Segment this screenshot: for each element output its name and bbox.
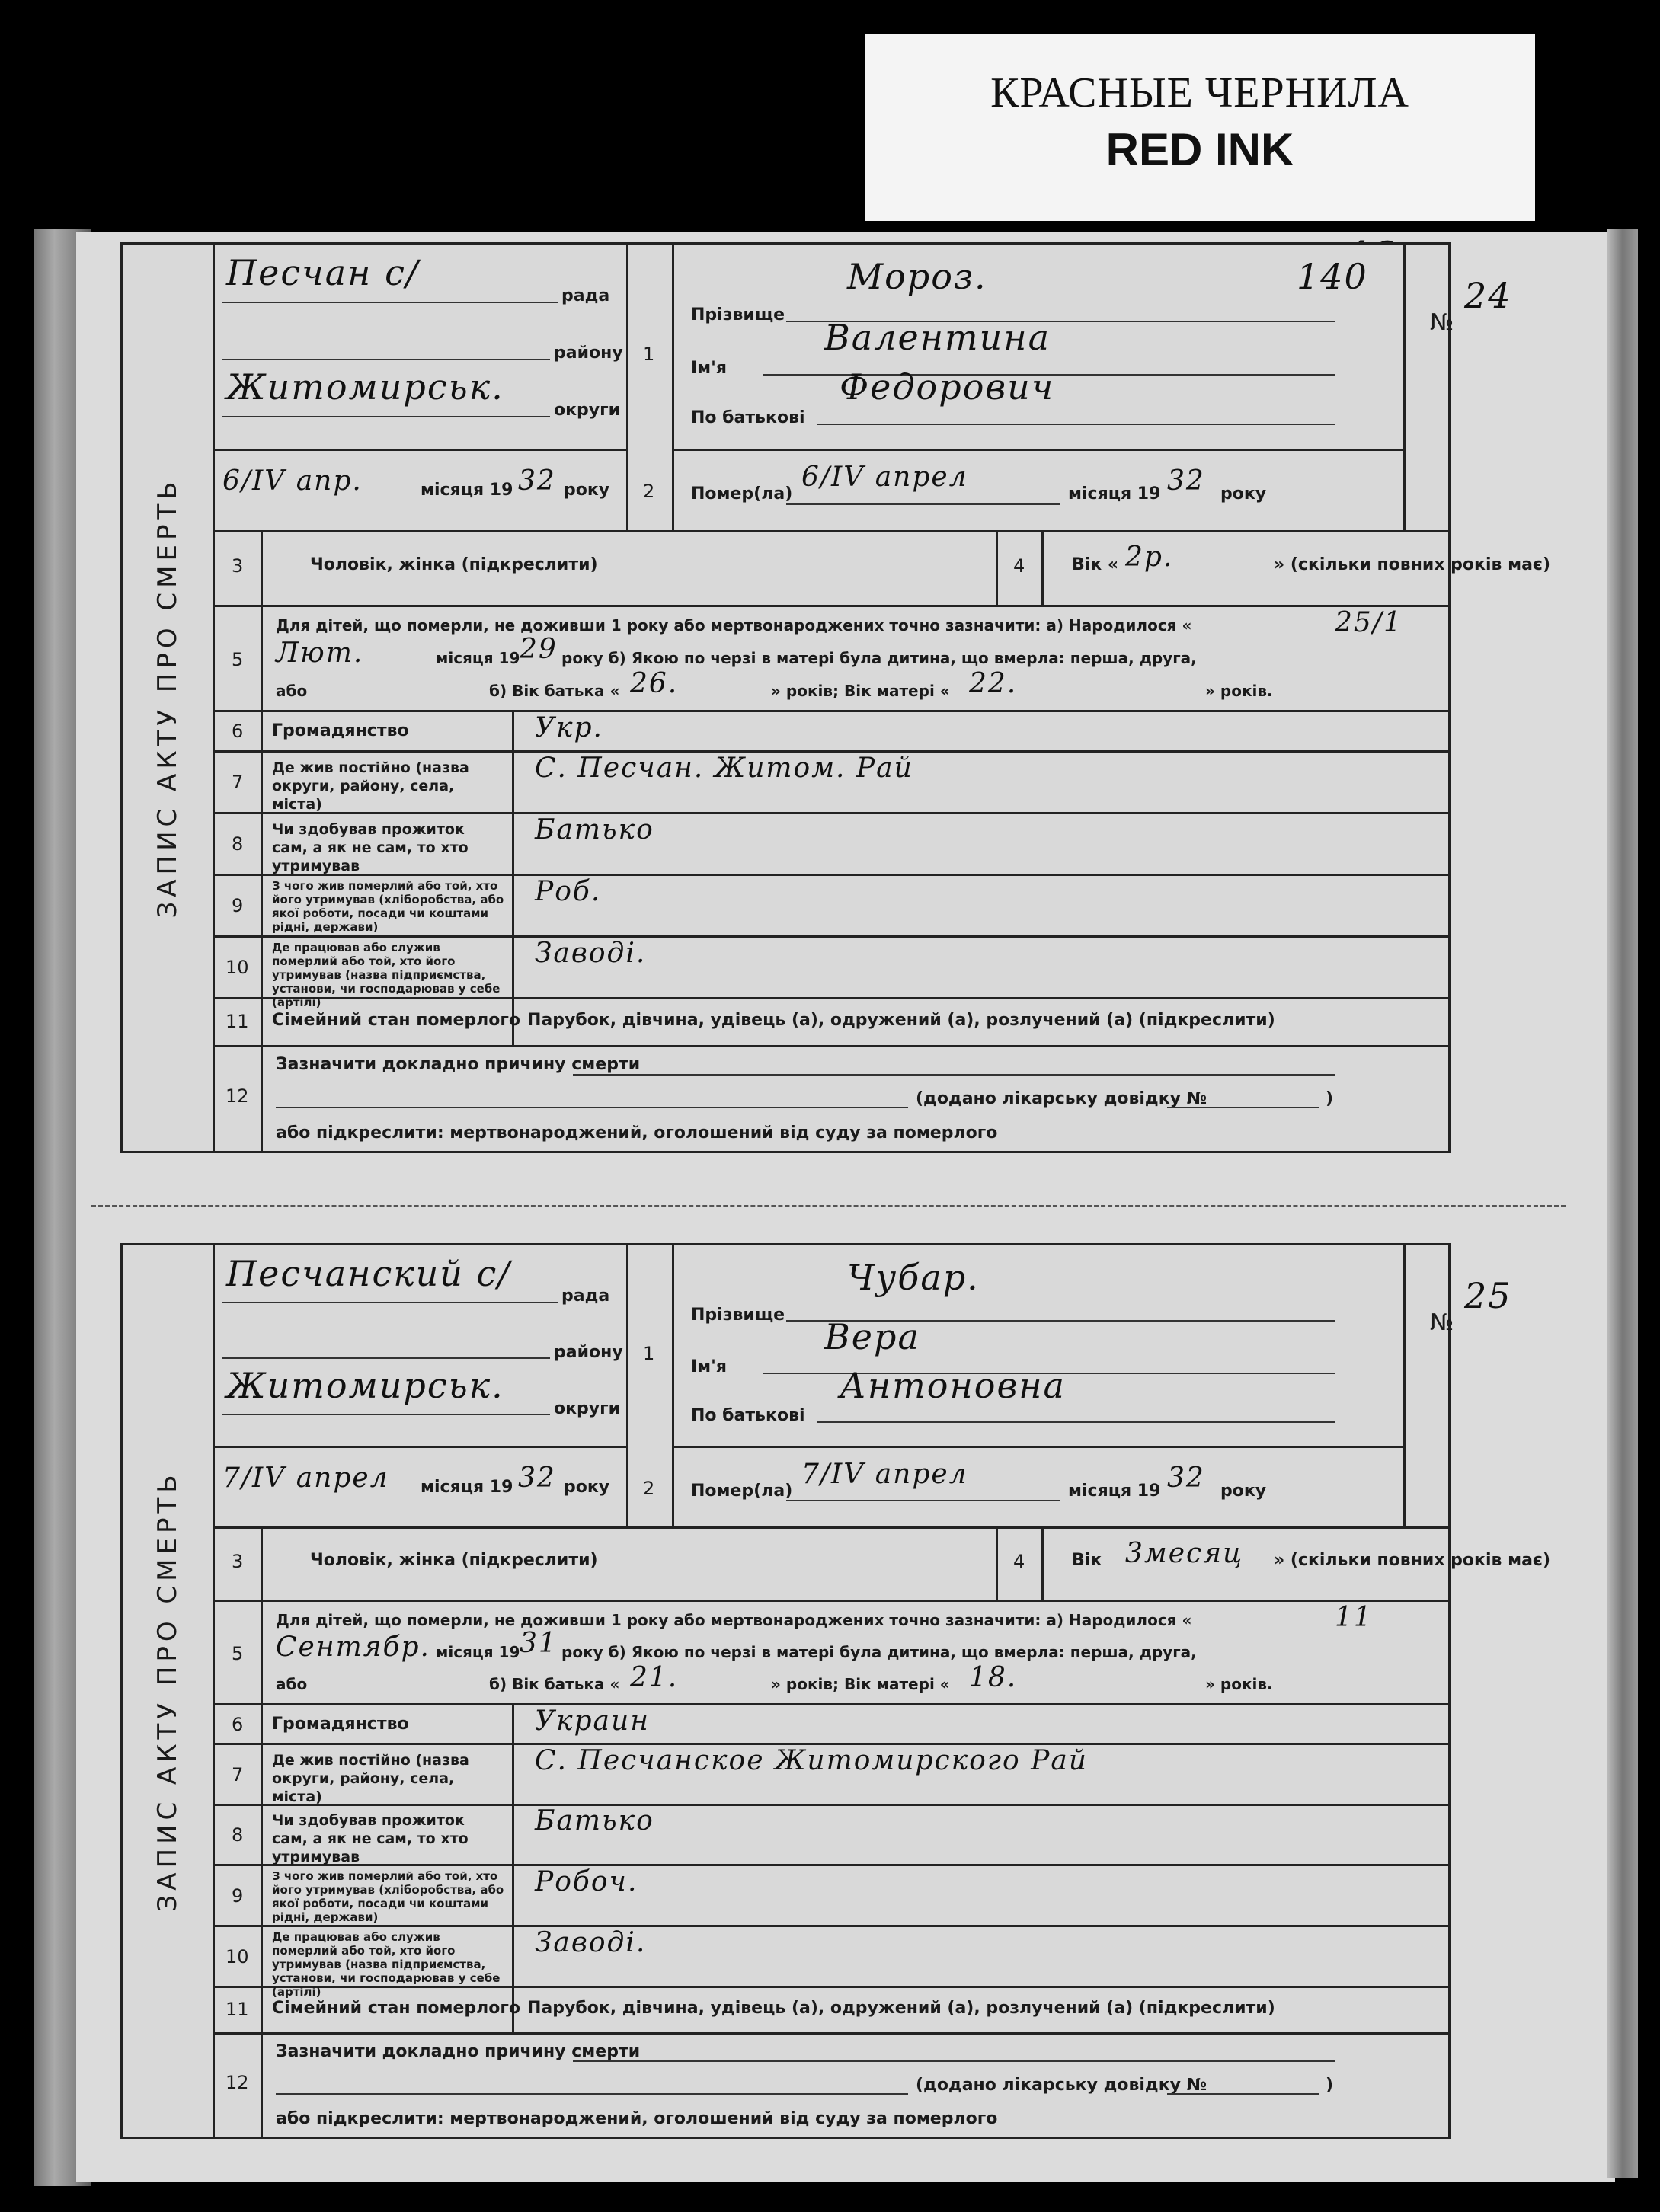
age-value: 2р. (1125, 542, 1174, 573)
marital-options: Парубок, дівчина, удівець (а), одружений (а), розлучений (а) (підкреслити) (527, 1011, 1275, 1030)
rada-value: Песчанский с/ (226, 1253, 511, 1294)
record-sidebar (123, 1245, 215, 2137)
row-number-7: 7 (232, 772, 244, 793)
means-value: Робоч. (535, 1866, 638, 1897)
children-line-3d: » років. (1205, 1675, 1273, 1693)
born-month-value: Сентябр. (276, 1632, 430, 1663)
children-line-3a: або (276, 1675, 308, 1693)
row-sex-age (215, 532, 1551, 607)
row-means (215, 876, 1448, 938)
ink-label-english: RED INK (1105, 124, 1294, 175)
children-line-3a: або (276, 682, 308, 700)
okruha-label: округи (554, 401, 621, 420)
record-side-title: ЗАПИС АКТУ ПРО СМЕРТЬ (152, 477, 183, 919)
ink-label-card (865, 34, 1535, 221)
row-work (215, 938, 1448, 1009)
born-month-value: Лют. (276, 638, 364, 669)
died-year-suffix: року (1220, 1482, 1267, 1501)
livelihood-label: Чи здобував прожиток сам, а як не сам, то хто утримував (272, 821, 469, 874)
name-value: Вера (824, 1316, 920, 1357)
means-value: Роб. (535, 876, 602, 907)
row-livelihood (215, 814, 1448, 876)
row-cause (215, 2035, 1448, 2137)
work-label: Де працював або служив померлий або той, хто його утримував (назва підприємства, установи, чи господарював у себе (артілі) (272, 941, 501, 1009)
register-no: 24 (1464, 275, 1512, 316)
citizenship-value: Укр. (535, 712, 604, 743)
row-number-12: 12 (225, 2072, 249, 2093)
residence-value: С. Песчан. Житом. Рай (535, 753, 913, 784)
work-label: Де працював або служив померлий або той, хто його утримував (назва підприємства, установи, чи господарював у себе (артілі) (272, 1930, 501, 1999)
row-number-1: 1 (643, 344, 655, 365)
reg-year-value: 32 (518, 465, 556, 497)
rada-label: рада (561, 1287, 610, 1306)
children-line-3d: » років. (1205, 682, 1273, 700)
page-edge (1607, 229, 1638, 2178)
row-number-12: 12 (225, 1085, 249, 1107)
row-number-10: 10 (225, 957, 249, 978)
father-age-value: 21. (630, 1662, 679, 1693)
died-year-value: 32 (1167, 1462, 1205, 1494)
raion-label: району (554, 1343, 623, 1362)
row-work (215, 1927, 1448, 1999)
row-residence (215, 1745, 1448, 1806)
sex-label: Чоловік, жінка (підкреслити) (310, 1551, 598, 1570)
citizenship-label: Громадянство (272, 1715, 409, 1734)
row-number-6: 6 (232, 721, 244, 742)
reg-date-value: 6/IV апр. (222, 465, 363, 497)
reg-month-label: місяця 19 (421, 481, 513, 500)
died-value: 6/IV апрел (801, 462, 968, 493)
means-label: З чого жив померлий або той, хто його утримував (хліборобства, або якої роботи, посади чи коштами рідні, держави) (272, 1869, 504, 1924)
row-number-9: 9 (232, 1885, 244, 1907)
row-number-9: 9 (232, 895, 244, 916)
marital-label: Сімейний стан померлого (272, 1999, 520, 2018)
reg-date-value: 7/IV апрел (222, 1462, 389, 1494)
register-no-label: № (1430, 1309, 1454, 1336)
livelihood-label: Чи здобував прожиток сам, а як не сам, то хто утримував (272, 1812, 469, 1865)
cause-label: Зазначити докладно причину смерти (276, 1055, 641, 1074)
children-line-3b: б) Вік батька « (489, 1675, 620, 1693)
children-line-3b: б) Вік батька « (489, 682, 620, 700)
surname-value: Чубар. (847, 1257, 980, 1298)
cert-close: ) (1326, 1089, 1334, 1108)
page-divider (91, 1205, 1566, 1207)
died-month-label: місяця 19 (1068, 484, 1161, 503)
header-block (215, 1245, 1512, 1529)
died-label: Помер(ла) (691, 484, 793, 503)
record-rows (215, 1245, 1551, 2137)
stillborn-label: або підкреслити: мертвонароджений, оголошений від суду за померлого (276, 2109, 998, 2128)
row-number-11: 11 (225, 1999, 249, 2020)
age-label: Вік « (1072, 555, 1119, 574)
row-marital (215, 999, 1448, 1047)
born-day-value: 25/1 (1335, 607, 1403, 638)
reg-month-label: місяця 19 (421, 1478, 513, 1497)
row-number-2: 2 (643, 481, 655, 502)
row-number-8: 8 (232, 1824, 244, 1846)
reg-year-suffix: року (564, 1478, 610, 1497)
margin-number: 140 (1297, 256, 1368, 297)
stillborn-label: або підкреслити: мертвонароджений, оголошений від суду за померлого (276, 1124, 998, 1143)
row-citizenship (215, 1705, 1448, 1745)
livelihood-value: Батько (535, 1805, 654, 1836)
died-value: 7/IV апрел (801, 1459, 968, 1490)
surname-value: Мороз. (847, 256, 987, 297)
age-suffix: » (скільки повних років має) (1274, 1551, 1551, 1570)
children-line-2b: року б) Якою по черзі в матері була дитина, що вмерла: перша, друга, (561, 649, 1197, 667)
mother-age-value: 18. (969, 1662, 1018, 1693)
children-line-2a: місяця 19 (436, 1643, 520, 1661)
register-no: 25 (1464, 1275, 1512, 1316)
row-children (215, 607, 1448, 712)
record-side-title: ЗАПИС АКТУ ПРО СМЕРТЬ (152, 1470, 183, 1912)
okruha-value: Житомирськ. (226, 1365, 504, 1406)
died-year-value: 32 (1167, 465, 1205, 497)
died-month-label: місяця 19 (1068, 1482, 1161, 1501)
work-value: Заводі. (535, 938, 647, 969)
okruha-value: Житомирськ. (226, 366, 504, 408)
row-means (215, 1866, 1448, 1927)
children-line-2a: місяця 19 (436, 649, 520, 667)
row-cause (215, 1047, 1448, 1151)
age-value: 3месяц (1125, 1538, 1244, 1569)
row-marital (215, 1987, 1448, 2035)
cause-label: Зазначити докладно причину смерти (276, 2042, 641, 2061)
citizenship-value: Украин (535, 1705, 650, 1737)
row-livelihood (215, 1805, 1448, 1866)
patronymic-value: Федорович (840, 366, 1055, 408)
rada-label: рада (561, 286, 610, 305)
cert-close: ) (1326, 2076, 1334, 2095)
sex-label: Чоловік, жінка (підкреслити) (310, 555, 598, 574)
header-block (215, 245, 1512, 532)
register-no-label: № (1430, 309, 1454, 336)
raion-label: району (554, 344, 623, 363)
row-number-1: 1 (643, 1343, 655, 1364)
citizenship-label: Громадянство (272, 721, 409, 740)
row-number-7: 7 (232, 1764, 244, 1785)
row-citizenship (215, 712, 1448, 753)
death-record-1 (120, 242, 1551, 1153)
name-label: Ім'я (691, 359, 728, 378)
row-number-10: 10 (225, 1946, 249, 1967)
marital-options: Парубок, дівчина, удівець (а), одружений (а), розлучений (а) (підкреслити) (527, 1999, 1275, 2018)
father-age-value: 26. (630, 668, 679, 699)
born-year-value: 29 (520, 634, 558, 665)
mother-age-value: 22. (969, 668, 1018, 699)
row-number-3: 3 (232, 555, 244, 577)
row-number-6: 6 (232, 1714, 244, 1735)
children-line-1: Для дітей, що померли, не доживши 1 року або мертвонароджених точно зазначити: а) Народилося « (276, 616, 1192, 635)
row-number-11: 11 (225, 1011, 249, 1032)
age-suffix: » (скільки повних років має) (1274, 555, 1551, 574)
residence-value: С. Песчанское Житомирского Рай (535, 1745, 1088, 1776)
residence-label: Де жив постійно (назва округи, району, села, міста) (272, 1752, 469, 1805)
surname-label: Прізвище (691, 305, 785, 324)
row-sex-age (215, 1529, 1551, 1602)
cert-label: (додано лікарську довідку № (916, 2076, 1207, 2095)
marital-label: Сімейний стан померлого (272, 1011, 520, 1030)
patronymic-value: Антоновна (840, 1365, 1066, 1406)
patronymic-label: По батькові (691, 1406, 805, 1425)
surname-label: Прізвище (691, 1306, 785, 1325)
record-rows (215, 245, 1551, 1151)
patronymic-label: По батькові (691, 408, 805, 427)
record-sidebar (123, 245, 215, 1151)
name-label: Ім'я (691, 1357, 728, 1376)
children-line-2b: року б) Якою по черзі в матері була дитина, що вмерла: перша, друга, (561, 1643, 1197, 1661)
row-number-8: 8 (232, 833, 244, 855)
row-children (215, 1602, 1448, 1705)
row-number-3: 3 (232, 1551, 244, 1572)
rada-value: Песчан с/ (226, 252, 420, 293)
work-value: Заводі. (535, 1927, 647, 1958)
born-year-value: 31 (520, 1628, 558, 1659)
okruha-label: округи (554, 1399, 621, 1418)
reg-year-suffix: року (564, 481, 610, 500)
died-label: Помер(ла) (691, 1482, 793, 1501)
ink-label-russian: КРАСНЫЕ ЧЕРНИЛА (990, 69, 1409, 117)
row-residence (215, 753, 1448, 814)
children-line-1: Для дітей, що померли, не доживши 1 року або мертвонароджених точно зазначити: а) Народилося « (276, 1611, 1192, 1629)
row-number-5: 5 (232, 649, 244, 670)
children-line-3c: » років; Вік матері « (771, 1675, 950, 1693)
born-day-value: 11 (1335, 1602, 1373, 1633)
death-record-2 (120, 1243, 1551, 2139)
children-line-3c: » років; Вік матері « (771, 682, 950, 700)
name-value: Валентина (824, 317, 1051, 358)
row-number-2: 2 (643, 1478, 655, 1499)
residence-label: Де жив постійно (назва округи, району, села, міста) (272, 759, 469, 813)
means-label: З чого жив померлий або той, хто його утримував (хліборобства, або якої роботи, посади чи коштами рідні, держави) (272, 879, 504, 934)
livelihood-value: Батько (535, 814, 654, 845)
reg-year-value: 32 (518, 1462, 556, 1494)
died-year-suffix: року (1220, 484, 1267, 503)
row-number-4: 4 (1013, 1551, 1025, 1572)
row-number-5: 5 (232, 1643, 244, 1664)
cert-label: (додано лікарську довідку № (916, 1089, 1207, 1108)
age-label: Вік (1072, 1551, 1102, 1570)
row-number-4: 4 (1013, 555, 1025, 577)
